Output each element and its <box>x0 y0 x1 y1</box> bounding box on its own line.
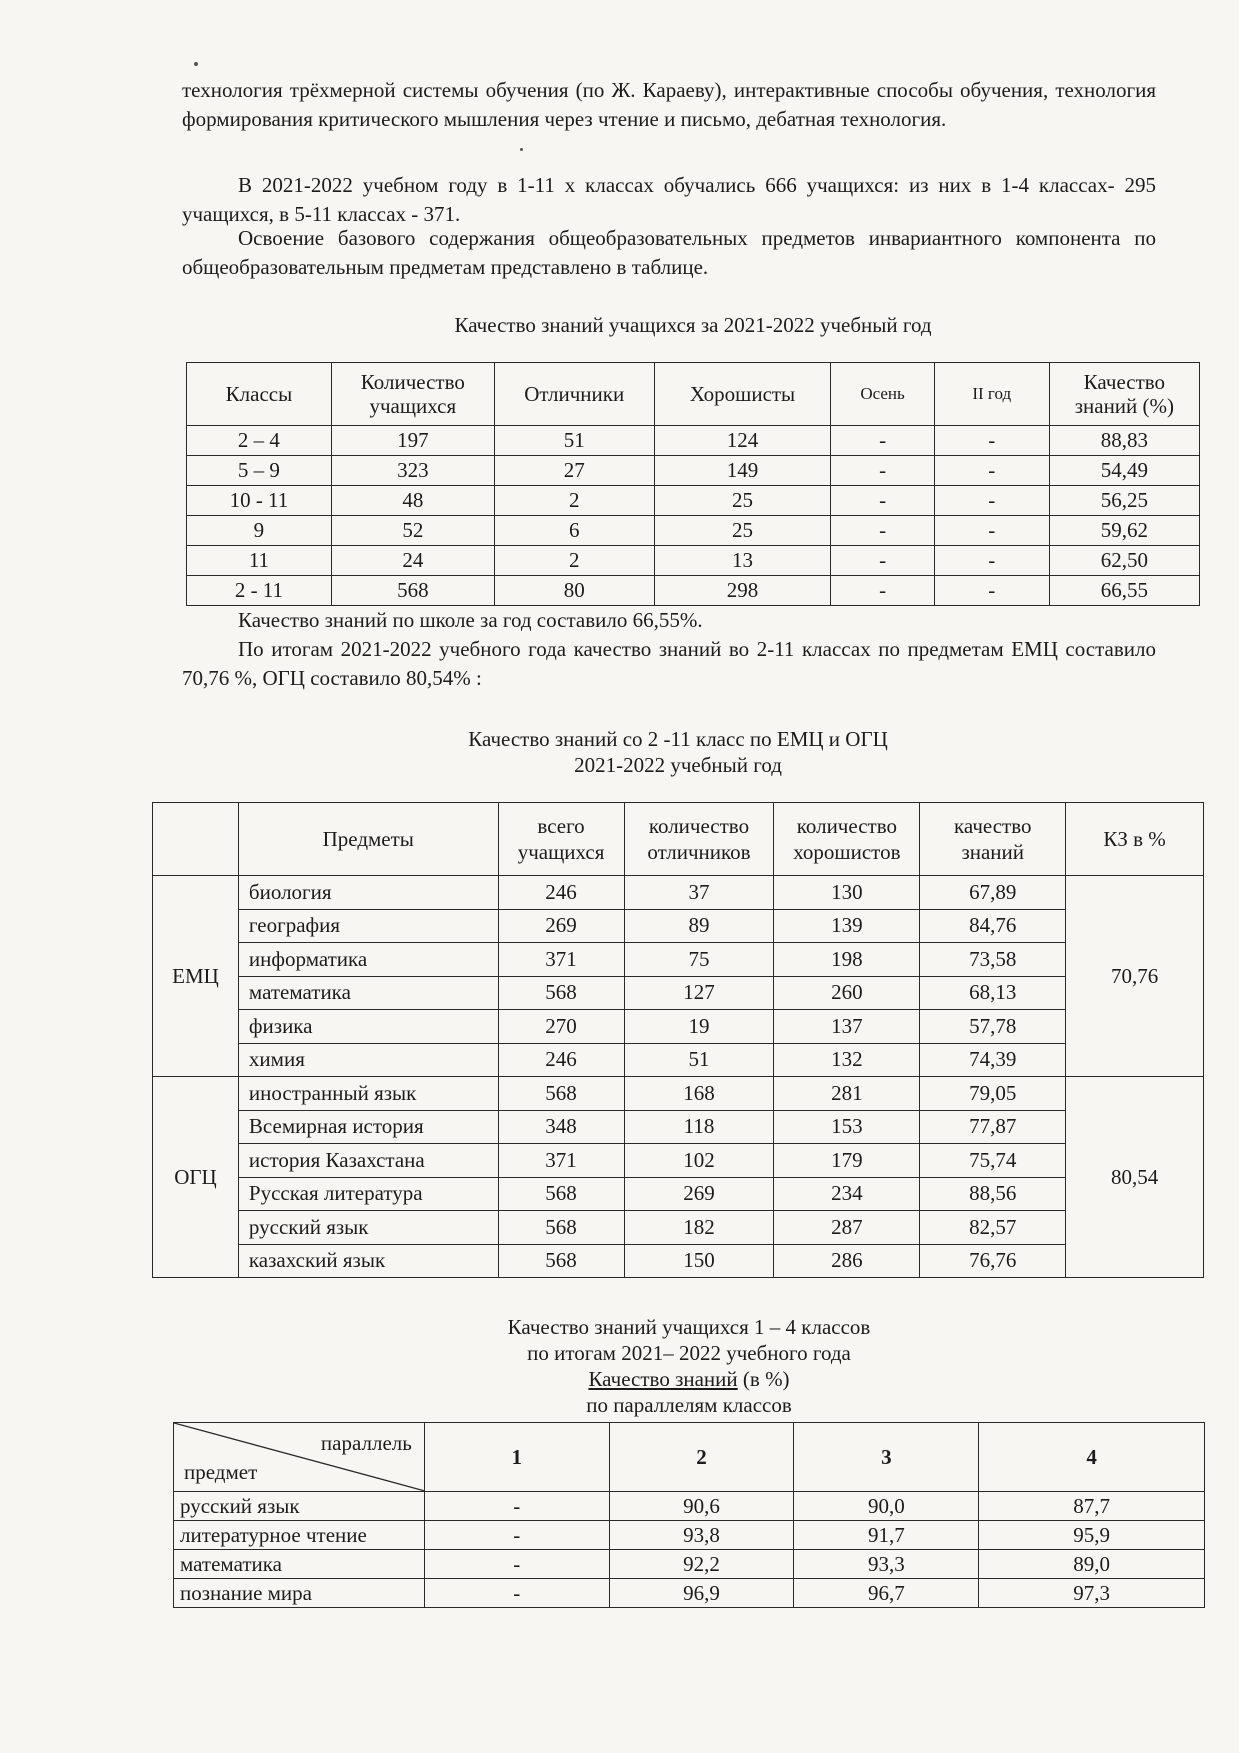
cell: 286 <box>774 1244 920 1278</box>
table-row <box>153 1043 1204 1077</box>
cell: 82,57 <box>920 1211 1066 1245</box>
subject-cell: литературное чтение <box>174 1521 425 1550</box>
paragraph-4: Качество знаний по школе за год составило 66,55%. <box>238 608 703 632</box>
table-row <box>187 546 1200 576</box>
table-row <box>153 1211 1204 1245</box>
table-row <box>187 486 1200 516</box>
cell: 67,89 <box>920 876 1066 910</box>
cell: 124 <box>654 426 831 456</box>
cell: 371 <box>498 1144 624 1178</box>
cell: 270 <box>498 1010 624 1044</box>
table-row <box>153 909 1204 943</box>
table-row <box>153 943 1204 977</box>
table-row <box>187 426 1200 456</box>
cell: 150 <box>624 1244 774 1278</box>
cell: 90,0 <box>794 1492 979 1521</box>
table-row <box>174 1550 1205 1579</box>
table3-title-line4: по параллелям классов <box>586 1393 792 1417</box>
cell: 323 <box>331 456 494 486</box>
cell: 96,9 <box>609 1579 794 1608</box>
cell: 74,39 <box>920 1043 1066 1077</box>
table3-title-line1: Качество знаний учащихся 1 – 4 классов <box>507 1315 871 1339</box>
cell: 10 - 11 <box>187 486 332 516</box>
cell: 260 <box>774 976 920 1010</box>
paragraph-1: технология трёхмерной системы обучения (по Ж. Караеву), интерактивные способы обучения, технология формирования критического мышления через чтение и письмо, дебатная технология. <box>182 78 1156 131</box>
table2-title-line1: Качество знаний со 2 -11 класс по ЕМЦ и ОГЦ <box>468 727 888 751</box>
cell: 66,55 <box>1049 576 1199 606</box>
table3-title-line3 <box>173 1366 1205 1392</box>
subject-cell: химия <box>238 1043 498 1077</box>
cell: 5 – 9 <box>187 456 332 486</box>
subject-cell: русский язык <box>174 1492 425 1521</box>
cell: 37 <box>624 876 774 910</box>
cell: 25 <box>654 486 831 516</box>
table-row <box>174 1579 1205 1608</box>
cell: - <box>831 486 934 516</box>
cell: 2 – 4 <box>187 426 332 456</box>
scan-speck <box>194 62 198 66</box>
subject-cell: русский язык <box>238 1211 498 1245</box>
cell: 77,87 <box>920 1110 1066 1144</box>
title-rest-part: (в %) <box>737 1367 790 1391</box>
header-cell: 4 <box>979 1423 1205 1492</box>
cell: 89 <box>624 909 774 943</box>
cell: 13 <box>654 546 831 576</box>
cell: 48 <box>331 486 494 516</box>
cell: 568 <box>498 1177 624 1211</box>
cell: 62,50 <box>1049 546 1199 576</box>
subject-cell: иностранный язык <box>238 1077 498 1111</box>
primary-quality-table <box>173 1422 1205 1608</box>
cell: - <box>424 1492 609 1521</box>
cell: 51 <box>494 426 654 456</box>
header-cell: Хорошисты <box>654 363 831 426</box>
cell: 68,13 <box>920 976 1066 1010</box>
cell: 87,7 <box>979 1492 1205 1521</box>
subject-cell: математика <box>238 976 498 1010</box>
cell: 73,58 <box>920 943 1066 977</box>
cell: 2 <box>494 486 654 516</box>
emc-ogc-quality-table <box>152 802 1204 1278</box>
subject-cell: Всемирная история <box>238 1110 498 1144</box>
cell: 132 <box>774 1043 920 1077</box>
subject-cell: математика <box>174 1550 425 1579</box>
cell: - <box>831 426 934 456</box>
header-cell: Классы <box>187 363 332 426</box>
cell: - <box>934 426 1049 456</box>
cell: 89,0 <box>979 1550 1205 1579</box>
cell: 19 <box>624 1010 774 1044</box>
paragraph-2: В 2021-2022 учебном году в 1-11 х классах обучались 666 учащихся: из них в 1-4 классах- 295 учащихся, в 5-11 классах - 371. <box>182 173 1156 226</box>
title-underlined-part: Качество знаний <box>588 1367 738 1391</box>
cell: 153 <box>774 1110 920 1144</box>
table-row <box>174 1521 1205 1550</box>
header-cell: Отличники <box>494 363 654 426</box>
paragraph-3: Освоение базового содержания общеобразовательных предметов инвариантного компонента по общеобразовательным предметам представлено в таблице. <box>182 226 1156 279</box>
subject-cell: Русская литература <box>238 1177 498 1211</box>
subject-cell: история Казахстана <box>238 1144 498 1178</box>
cell: 90,6 <box>609 1492 794 1521</box>
cell: 76,76 <box>920 1244 1066 1278</box>
cell: 269 <box>498 909 624 943</box>
paragraph-5: По итогам 2021-2022 учебного года качество знаний во 2-11 классах по предметам ЕМЦ составило 70,76 %, ОГЦ составило 80,54% : <box>182 637 1156 690</box>
header-cell: Количество учащихся <box>331 363 494 426</box>
cell: - <box>831 456 934 486</box>
cell: 198 <box>774 943 920 977</box>
cell: 88,83 <box>1049 426 1199 456</box>
cell: 568 <box>498 976 624 1010</box>
cell: 149 <box>654 456 831 486</box>
table-row <box>153 1110 1204 1144</box>
subject-cell: казахский язык <box>238 1244 498 1278</box>
subject-cell: физика <box>238 1010 498 1044</box>
cell: 234 <box>774 1177 920 1211</box>
header-cell: количество хорошистов <box>774 803 920 876</box>
header-cell: качество знаний <box>920 803 1066 876</box>
header-cell: Осень <box>831 363 934 426</box>
group-kz-emc: 70,76 <box>1066 876 1204 1077</box>
diagonal-header-cell <box>174 1423 425 1492</box>
table-row <box>153 1177 1204 1211</box>
cell: - <box>424 1579 609 1608</box>
cell: 246 <box>498 1043 624 1077</box>
cell: - <box>424 1550 609 1579</box>
cell: 568 <box>498 1077 624 1111</box>
cell: 91,7 <box>794 1521 979 1550</box>
corner-label-top: параллель <box>320 1431 412 1455</box>
cell: - <box>934 516 1049 546</box>
header-cell: количество отличников <box>624 803 774 876</box>
cell: 6 <box>494 516 654 546</box>
cell: 179 <box>774 1144 920 1178</box>
cell: 75 <box>624 943 774 977</box>
table-header-row <box>174 1423 1205 1492</box>
group-kz-ogc: 80,54 <box>1066 1077 1204 1278</box>
cell: 102 <box>624 1144 774 1178</box>
cell: 75,74 <box>920 1144 1066 1178</box>
header-cell: Предметы <box>238 803 498 876</box>
header-cell: 3 <box>794 1423 979 1492</box>
cell: - <box>934 576 1049 606</box>
cell: 130 <box>774 876 920 910</box>
subject-cell: познание мира <box>174 1579 425 1608</box>
table-row <box>187 456 1200 486</box>
cell: 246 <box>498 876 624 910</box>
cell: 95,9 <box>979 1521 1205 1550</box>
quality-by-class-table <box>186 362 1200 606</box>
cell: 96,7 <box>794 1579 979 1608</box>
header-cell: II год <box>934 363 1049 426</box>
cell: 137 <box>774 1010 920 1044</box>
cell: 118 <box>624 1110 774 1144</box>
cell: 93,8 <box>609 1521 794 1550</box>
subject-cell: биология <box>238 876 498 910</box>
cell: 52 <box>331 516 494 546</box>
cell: 93,3 <box>794 1550 979 1579</box>
header-cell: 2 <box>609 1423 794 1492</box>
cell: 51 <box>624 1043 774 1077</box>
table-header-row <box>187 363 1200 426</box>
cell: - <box>934 546 1049 576</box>
cell: - <box>934 486 1049 516</box>
cell: 27 <box>494 456 654 486</box>
subject-cell: информатика <box>238 943 498 977</box>
header-cell: КЗ в % <box>1066 803 1204 876</box>
cell: 11 <box>187 546 332 576</box>
cell: 57,78 <box>920 1010 1066 1044</box>
cell: 92,2 <box>609 1550 794 1579</box>
table-header-row <box>153 803 1204 876</box>
table-row <box>187 576 1200 606</box>
cell: 2 <box>494 546 654 576</box>
cell: 287 <box>774 1211 920 1245</box>
cell: 568 <box>498 1211 624 1245</box>
cell: 2 - 11 <box>187 576 332 606</box>
header-cell: 1 <box>424 1423 609 1492</box>
cell: 88,56 <box>920 1177 1066 1211</box>
group-label-ogc: ОГЦ <box>153 1077 239 1278</box>
cell: 59,62 <box>1049 516 1199 546</box>
header-cell <box>153 803 239 876</box>
table-row <box>153 1244 1204 1278</box>
cell: 84,76 <box>920 909 1066 943</box>
cell: 371 <box>498 943 624 977</box>
scan-speck <box>520 148 523 151</box>
cell: 197 <box>331 426 494 456</box>
table-row <box>174 1492 1205 1521</box>
cell: - <box>934 456 1049 486</box>
cell: 9 <box>187 516 332 546</box>
cell: 80 <box>494 576 654 606</box>
cell: - <box>424 1521 609 1550</box>
cell: 168 <box>624 1077 774 1111</box>
cell: 56,25 <box>1049 486 1199 516</box>
corner-label-bottom: предмет <box>184 1460 258 1484</box>
cell: 298 <box>654 576 831 606</box>
cell: 281 <box>774 1077 920 1111</box>
table-row <box>153 1010 1204 1044</box>
table-row <box>153 876 1204 910</box>
cell: 54,49 <box>1049 456 1199 486</box>
cell: 348 <box>498 1110 624 1144</box>
table-row <box>153 1144 1204 1178</box>
cell: - <box>831 516 934 546</box>
cell: 139 <box>774 909 920 943</box>
cell: - <box>831 546 934 576</box>
group-label-emc: ЕМЦ <box>153 876 239 1077</box>
subject-cell: география <box>238 909 498 943</box>
cell: 79,05 <box>920 1077 1066 1111</box>
cell: 127 <box>624 976 774 1010</box>
cell: 25 <box>654 516 831 546</box>
table2-title-line2: 2021-2022 учебный год <box>574 753 782 777</box>
header-cell: всего учащихся <box>498 803 624 876</box>
table-row <box>153 976 1204 1010</box>
table1-title: Качество знаний учащихся за 2021-2022 учебный год <box>454 313 932 337</box>
cell: - <box>831 576 934 606</box>
cell: 568 <box>331 576 494 606</box>
table-row <box>153 1077 1204 1111</box>
cell: 97,3 <box>979 1579 1205 1608</box>
cell: 182 <box>624 1211 774 1245</box>
cell: 269 <box>624 1177 774 1211</box>
cell: 568 <box>498 1244 624 1278</box>
header-cell: Качество знаний (%) <box>1049 363 1199 426</box>
table-row <box>187 516 1200 546</box>
table3-title-line2: по итогам 2021– 2022 учебного года <box>527 1341 851 1365</box>
cell: 24 <box>331 546 494 576</box>
